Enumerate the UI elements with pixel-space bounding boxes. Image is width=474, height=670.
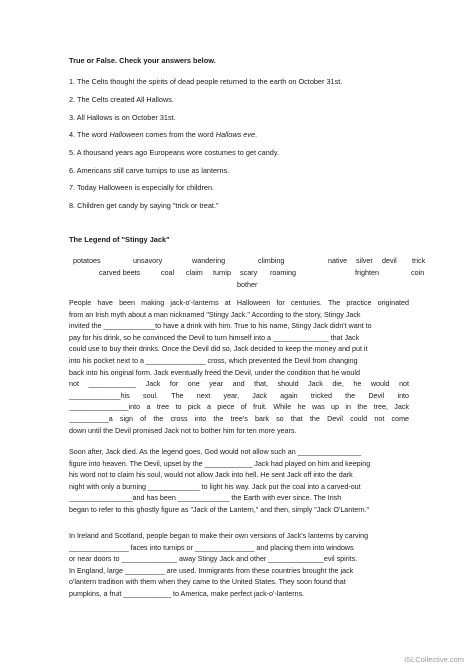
word-bank-item: carved beets: [99, 268, 141, 277]
story-line: from an Irish myth about a man nicknamed "Stingy Jack." According to the story, Stingy Jack: [69, 310, 361, 319]
story-line: _____________his soul. The next year, Jack again tricked the Devil into: [69, 391, 409, 400]
story-line: down until the Devil promised Jack not to bother him for ten more years.: [69, 426, 297, 435]
story-line: back into his original form. Jack eventually freed the Devil, under the condition that he would: [69, 368, 360, 377]
question-4-text-3: .: [255, 130, 258, 139]
story-line: began to refer to this ghostly figure as "Jack of the Lantern," and then, simply "Jack O'Lantern.": [69, 505, 370, 514]
question-6: 6. Americans still carve turnips to use as lanterns.: [69, 166, 230, 175]
word-bank-item: coal: [161, 268, 175, 277]
story-paragraph-1: [69, 298, 409, 437]
story-line: In Ireland and Scotland, people began to make their own versions of Jack's lanterns by carving: [69, 532, 369, 540]
story-line: night with only a burning _____________ to light his way. Jack put the coal into a carved-out: [69, 482, 361, 491]
question-4-text-2: comes from the word: [143, 130, 216, 139]
question-5: 5. A thousand years ago Europeans wore costumes to get candy.: [69, 148, 279, 157]
section-title-legend: The Legend of "Stingy Jack": [69, 235, 170, 244]
story-line: _______________ faces into turnips or _______________ and placing them into windows: [69, 543, 354, 552]
question-7: 7. Today Halloween is especially for children.: [69, 183, 215, 192]
question-8: 8. Children get candy by saying "trick or treat.": [69, 201, 219, 210]
word-bank-item: unsavory: [133, 256, 163, 265]
story-line: invited the _____________to have a drink with him. True to his name, Stingy Jack didn't want to: [69, 322, 372, 331]
story-line: figure into heaven. The Devil, upset by the ____________ Jack had played on him and keeping: [69, 459, 371, 468]
word-bank-item: turnip: [213, 268, 231, 277]
story-line: In England, large __________ are used. Immigrants from these countries brought the jack: [69, 566, 354, 575]
story-line: pumpkins, a fruit ____________ to America, make perfect jack-o'-lanterns.: [69, 589, 305, 598]
word-bank-item: native: [328, 256, 348, 265]
word-bank-item: climbing: [258, 256, 285, 265]
question-4: [69, 130, 257, 139]
question-4-emphasis: Halloween: [109, 130, 144, 139]
question-2: 2. The Celts created All Hallows.: [69, 95, 174, 104]
story-paragraph-2: [69, 447, 409, 517]
question-4-text: 4. The word: [69, 130, 110, 139]
word-bank-item: claim: [186, 268, 203, 277]
story-line: Soon after, Jack died. As the legend goes, God would not allow such an ________________: [69, 448, 362, 456]
word-bank-item: silver: [356, 256, 373, 265]
story-line: __________a sign of the cross into the tree's bark so that the Devil could not come: [69, 414, 409, 423]
word-bank-item: wandering: [192, 256, 226, 265]
question-1: 1. The Celts thought the spirits of dead people returned to the earth on October 31st.: [69, 77, 343, 86]
story-line: o'lantern tradition with them when they came to the United States. They soon found that: [69, 578, 346, 587]
word-bank-item: coin: [411, 268, 425, 277]
story-line: his word not to claim his soul, would not allow Jack into hell. He sent Jack off into the dark: [69, 471, 353, 480]
story-line: not ____________ Jack for one year and that, should Jack die, he would not: [69, 380, 409, 389]
story-line: ________________and has been _____________ the Earth with ever since. The Irish: [69, 494, 342, 503]
word-bank-item: trick: [412, 256, 426, 265]
word-bank-item: scary: [240, 268, 258, 277]
story-line: pay for his drink, so he convinced the Devil to turn himself into a ______________ that Jack: [69, 333, 360, 342]
word-bank-item: bother: [237, 280, 258, 289]
question-3: 3. All Hallows is on October 31st.: [69, 113, 176, 122]
watermark-footer: iSLCollective.com: [404, 655, 464, 664]
word-bank-item: devil: [382, 256, 397, 265]
story-line: or near doors to ______________ away Stingy Jack and other ______________evil spirits.: [69, 555, 358, 564]
story-line: into his pocket next to a _______________ cross, which prevented the Devil from changing: [69, 356, 358, 365]
story-paragraph-3: [69, 531, 409, 601]
story-line: could use to buy their drinks. Once the Devil did so, Jack decided to keep the money and put it: [69, 345, 368, 354]
word-bank-item: frighten: [355, 268, 379, 277]
word-bank-item: potatoes: [73, 256, 101, 265]
question-4-emphasis-2: Hallows eve: [215, 130, 256, 139]
word-bank-item: roaming: [270, 268, 296, 277]
story-line: _______________into a tree to pick a piece of fruit. While he was up in the tree, Jack: [69, 403, 409, 412]
section-title-true-false: True or False. Check your answers below.: [69, 56, 216, 65]
story-line: People have been making jack-o'-lanterns at Halloween for centuries. The practice originated: [69, 299, 409, 307]
